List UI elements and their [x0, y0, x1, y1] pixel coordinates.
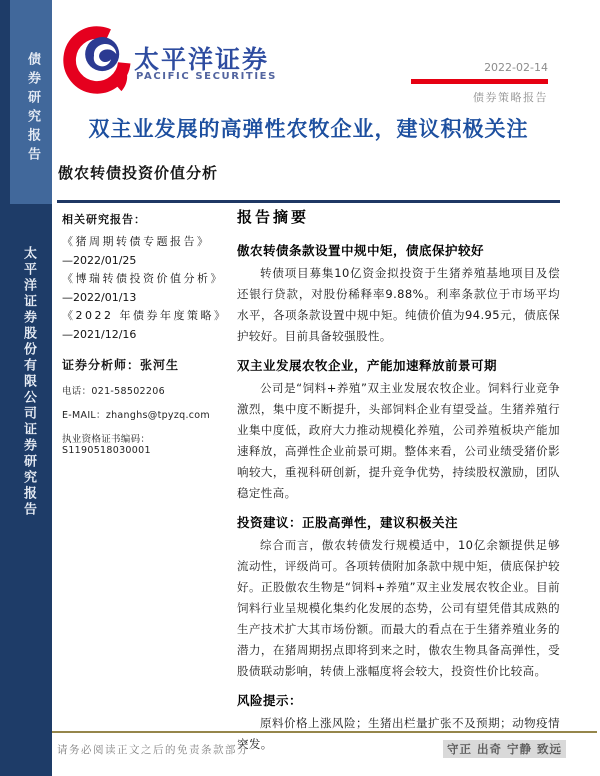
summary-section-body: 转债项目募集10亿资金拟投资于生猪养殖基地项目及偿还银行贷款，对股份稀释率9.88%。利率条款位于市场平均水平，各项条款设置中规中矩。纯债价值为94.95元，债底保护较好。目前具备较强股性。: [237, 266, 560, 343]
analyst-license-number: 执业资格证书编码：S1190518030001: [62, 434, 151, 456]
summary-section-heading: 傲农转债条款设置中规中矩，债底保护较好: [237, 243, 485, 258]
report-title: 双主业发展的高弹性农牧企业，建议积极关注: [88, 117, 529, 141]
analyst-name: 证券分析师：张河生: [62, 358, 180, 372]
analyst-phone: 电话：021-58502206: [62, 386, 165, 397]
related-reports-heading: 相关研究报告：: [62, 213, 146, 226]
footer-motto: 守正 出奇 宁静 致远: [443, 740, 566, 758]
related-report-date: —2022/01/13: [62, 290, 137, 304]
analyst-email: E-MAIL：zhanghs@tpyzq.com: [62, 410, 210, 421]
summary-section-body: 公司是“饲料+养殖”双主业发展农牧企业。饲料行业竞争激烈，集中度不断提升，头部饲料企业有望受益。生猪养殖行业集中度低，政府大力推动规模化养殖，公司养殖板块产能加速释放，高弹性企业前景可期。整体来看，公司业绩受猪价影响较大，重视科研创新，提升竞争优势，持续股权激励，团队稳定性高。: [237, 381, 560, 500]
related-report-title: 《2022 年债券年度策略》: [62, 309, 228, 322]
sidebar-accent-strip: [0, 0, 10, 204]
related-report-item: [62, 233, 232, 270]
sidebar-company-name: 太平洋证券股份有限公司证券研究报告: [21, 246, 36, 518]
related-research-column: [62, 211, 232, 456]
summary-heading: 报告摘要: [237, 208, 310, 226]
report-date: 2022-02-14: [484, 61, 548, 74]
related-report-item: [62, 270, 232, 307]
summary-section-body: 综合而言，傲农转债发行规模适中，10亿余额提供足够流动性，评级尚可。各项转债附加条款中规中矩，债底保护较好。正股傲农生物是“饲料+养殖”双主业发展农牧企业。目前饲料行业呈规模化集约化发展的态势，公司有望凭借其成熟的生产技术扩大其市场份额。而最大的看点在于生猪养殖业务的潜力，在猪周期拐点即将到来之时，傲农生物具备高弹性，受股债联动影响，转债上涨幅度将会较大，投资性价比较高。: [237, 538, 560, 678]
related-report-date: —2022/01/25: [62, 253, 137, 267]
summary-section-heading: 双主业发展农牧企业，产能加速释放前景可期: [237, 358, 498, 373]
summary-section-heading: 投资建议：正股高弹性，建议积极关注: [237, 515, 459, 530]
related-report-title: 《博瑞转债投资价值分析》: [62, 272, 224, 285]
related-report-title: 《猪周期转债专题报告》: [62, 235, 211, 248]
header-red-rule: [411, 79, 548, 84]
report-subtitle: 傲农转债投资价值分析: [58, 164, 219, 182]
brand-name-chinese: 太平洋证券: [134, 45, 270, 74]
report-type-label: 债券策略报告: [473, 91, 548, 104]
related-report-item: [62, 307, 232, 344]
related-report-date: —2021/12/16: [62, 327, 137, 341]
pacific-securities-logo-icon: [60, 22, 134, 98]
risk-warning-heading: 风险提示：: [237, 693, 303, 708]
title-divider-rule: [57, 200, 560, 203]
brand-name-english: PACIFIC SECURITIES: [136, 71, 277, 82]
sidebar-report-category: 债券研究报告: [25, 52, 40, 166]
report-summary-column: [237, 206, 560, 755]
footer-disclaimer: 请务必阅读正文之后的免责条款部分: [57, 744, 249, 756]
risk-warning-body: 原料价格上涨风险；生猪出栏量扩张不及预期；动物疫情突发。: [237, 716, 560, 751]
footer-rule: [52, 731, 597, 733]
